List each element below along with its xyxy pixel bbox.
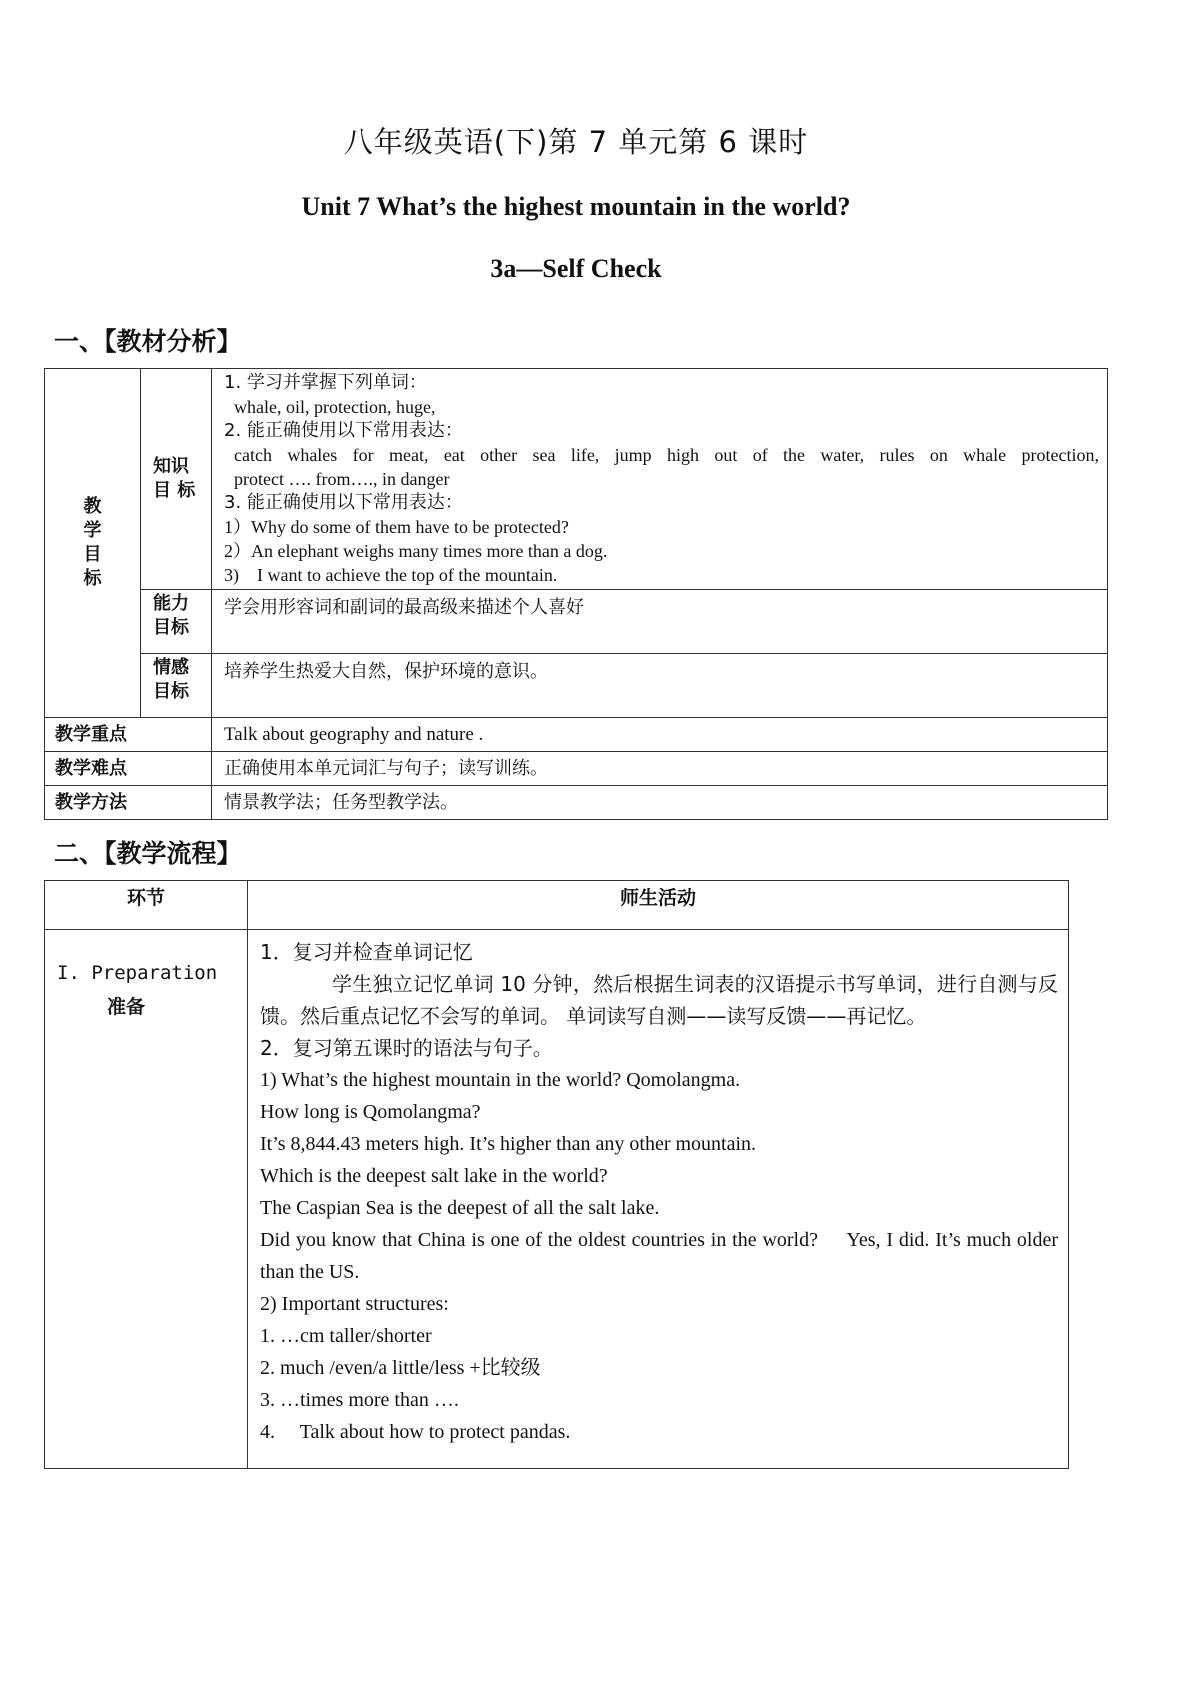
ability-label-line1: 能力 (153, 593, 189, 614)
section1-heading: 一、【教材分析】 (54, 327, 242, 356)
knowledge-line: 1）Why do some of them have to be protected? (224, 517, 569, 537)
analysis-table (44, 368, 1108, 820)
stage-column-header: 环节 (45, 881, 248, 930)
emotion-label-line1: 情感 (153, 657, 189, 678)
knowledge-label-line1: 知识 (153, 456, 189, 477)
emotion-goals-content: 培养学生热爱大自然，保护环境的意识。 (212, 654, 1108, 718)
knowledge-line: 2. 能正确使用以下常用表达： (224, 420, 463, 441)
stage-name-cn: 准备 (107, 996, 146, 1018)
ability-goals-content: 学会用形容词和副词的最高级来描述个人喜好 (212, 590, 1108, 654)
activity-line: 1．复习并检查单词记忆 (260, 940, 473, 964)
activity-line: The Caspian Sea is the deepest of all the salt lake. (260, 1197, 660, 1219)
activity-line: 2) Important structures: (260, 1293, 449, 1315)
teaching-method-content: 情景教学法；任务型教学法。 (212, 786, 1108, 820)
activity-line: 3. …times more than …. (260, 1389, 459, 1411)
activity-line: Which is the deepest salt lake in the world? (260, 1165, 608, 1187)
stage-cell (45, 930, 248, 1469)
knowledge-line: 2）An elephant weighs many times more than a dog. (224, 541, 608, 561)
knowledge-goals-content (212, 369, 1108, 590)
activity-line: 2．复习第五课时的语法与句子。 (260, 1036, 553, 1060)
knowledge-goals-label (141, 369, 212, 590)
knowledge-line: protect …. from…., in danger (234, 469, 450, 489)
unit-title: Unit 7 What’s the highest mountain in the world? (301, 192, 851, 221)
activity-line: Did you know that China is one of the oldest countries in the world? Yes, I did. It’s much older than the US. (260, 1229, 1063, 1283)
emotion-label-line2: 目标 (153, 681, 189, 702)
knowledge-line: catch whales for meat, eat other sea life, jump high out of the water, rules on whale protection, (234, 445, 1099, 465)
lesson-subtitle: 3a—Self Check (490, 254, 662, 283)
activity-line: 1) What’s the highest mountain in the world? Qomolangma. (260, 1069, 741, 1091)
teaching-focus-content: Talk about geography and nature . (212, 718, 1108, 752)
teaching-method-label: 教学方法 (45, 786, 212, 820)
knowledge-line: 1. 学习并掌握下列单词： (224, 372, 427, 393)
teaching-difficulty-content: 正确使用本单元词汇与句子；读写训练。 (212, 752, 1108, 786)
ability-goals-label (141, 590, 212, 654)
activity-line: It’s 8,844.43 meters high. It’s higher than any other mountain. (260, 1133, 757, 1155)
section2-heading: 二、【教学流程】 (54, 839, 242, 868)
ability-label-line2: 目标 (153, 617, 189, 638)
teaching-difficulty-label: 教学难点 (45, 752, 212, 786)
knowledge-line: 3) I want to achieve the top of the mountain. (224, 565, 558, 585)
activity-line: 2. much /even/a little/less +比较级 (260, 1357, 541, 1379)
stage-name-en: I. Preparation (57, 962, 218, 984)
activity-cell (248, 930, 1069, 1469)
knowledge-line: whale, oil, protection, huge, (234, 397, 436, 417)
process-table (44, 880, 1069, 1469)
goals-label (45, 369, 141, 718)
activity-line: 1. …cm taller/shorter (260, 1325, 432, 1347)
knowledge-label-line2: 目 标 (153, 480, 196, 501)
activity-column-header: 师生活动 (248, 881, 1069, 930)
activity-line: 4. Talk about how to protect pandas. (260, 1421, 571, 1443)
emotion-goals-label (141, 654, 212, 718)
teaching-focus-label: 教学重点 (45, 718, 212, 752)
activity-line: How long is Qomolangma? (260, 1101, 481, 1123)
activity-paragraph: 学生独立记忆单词 10 分钟，然后根据生词表的汉语提示书写单词，进行自测与反馈。然后重点记忆不会写的单词。 单词读写自测——读写反馈——再记忆。 (260, 972, 1058, 1028)
knowledge-line: 3. 能正确使用以下常用表达： (224, 492, 463, 513)
page-title: 八年级英语(下)第 7 单元第 6 课时 (343, 125, 809, 159)
goals-label-text: 教 学 目 标 (83, 496, 102, 589)
